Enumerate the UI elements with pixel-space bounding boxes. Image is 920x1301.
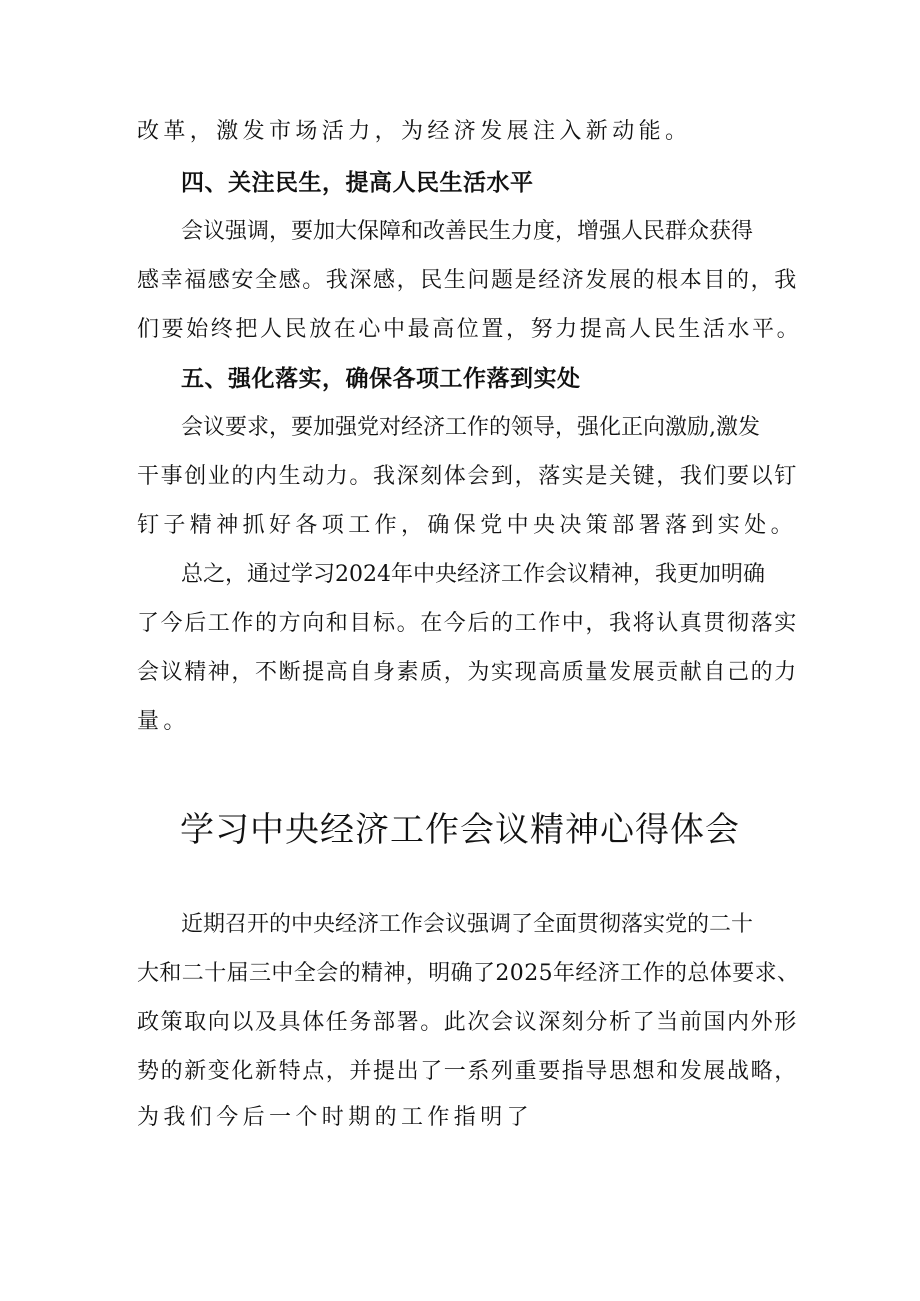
- paragraph-line: 量。: [137, 709, 190, 734]
- paragraph-line: 近期召开的中央经济工作会议强调了全面贯彻落实党的二十: [181, 912, 754, 937]
- paragraph-line: 们要始终把人民放在心中最高位置，努力提高人民生活水平。: [137, 317, 802, 342]
- paragraph-line: 干事创业的内生动力。我深刻体会到，落实是关键，我们要以钉: [137, 464, 798, 489]
- paragraph-line: 感幸福感安全感。我深感，民生问题是经济发展的根本目的，我: [137, 268, 798, 293]
- section-heading-4: 四、关注民生，提高人民生活水平: [181, 170, 534, 196]
- paragraph-line: 大和二十届三中全会的精神，明确了2025年经济工作的总体要求、: [137, 961, 800, 986]
- paragraph-line: 钉子精神抓好各项工作，确保党中央决策部署落到实处。: [137, 513, 798, 538]
- paragraph-line: 势的新变化新特点，并提出了一系列重要指导思想和发展战略，: [137, 1059, 798, 1084]
- paragraph-line: 改革，激发市场活力，为经济发展注入新动能。: [137, 119, 692, 144]
- document-title: 学习中央经济工作会议精神心得体会: [180, 810, 740, 850]
- paragraph-line: 总之，通过学习2024年中央经济工作会议精神，我更加明确: [181, 562, 765, 587]
- paragraph-line: 会议强调，要加大保障和改善民生力度，增强人民群众获得: [181, 219, 754, 244]
- paragraph-line: 会议要求，要加强党对经济工作的领导，强化正向激励,激发: [181, 415, 760, 440]
- paragraph-line: 了今后工作的方向和目标。在今后的工作中，我将认真贯彻落实: [137, 611, 798, 636]
- paragraph-line: 会议精神，不断提高自身素质，为实现高质量发展贡献自己的力: [137, 660, 798, 685]
- paragraph-line: 政策取向以及具体任务部署。此次会议深刻分析了当前国内外形: [137, 1010, 798, 1035]
- paragraph-line: 为我们今后一个时期的工作指明了: [137, 1105, 534, 1130]
- section-heading-5: 五、强化落实，确保各项工作落到实处: [181, 366, 581, 392]
